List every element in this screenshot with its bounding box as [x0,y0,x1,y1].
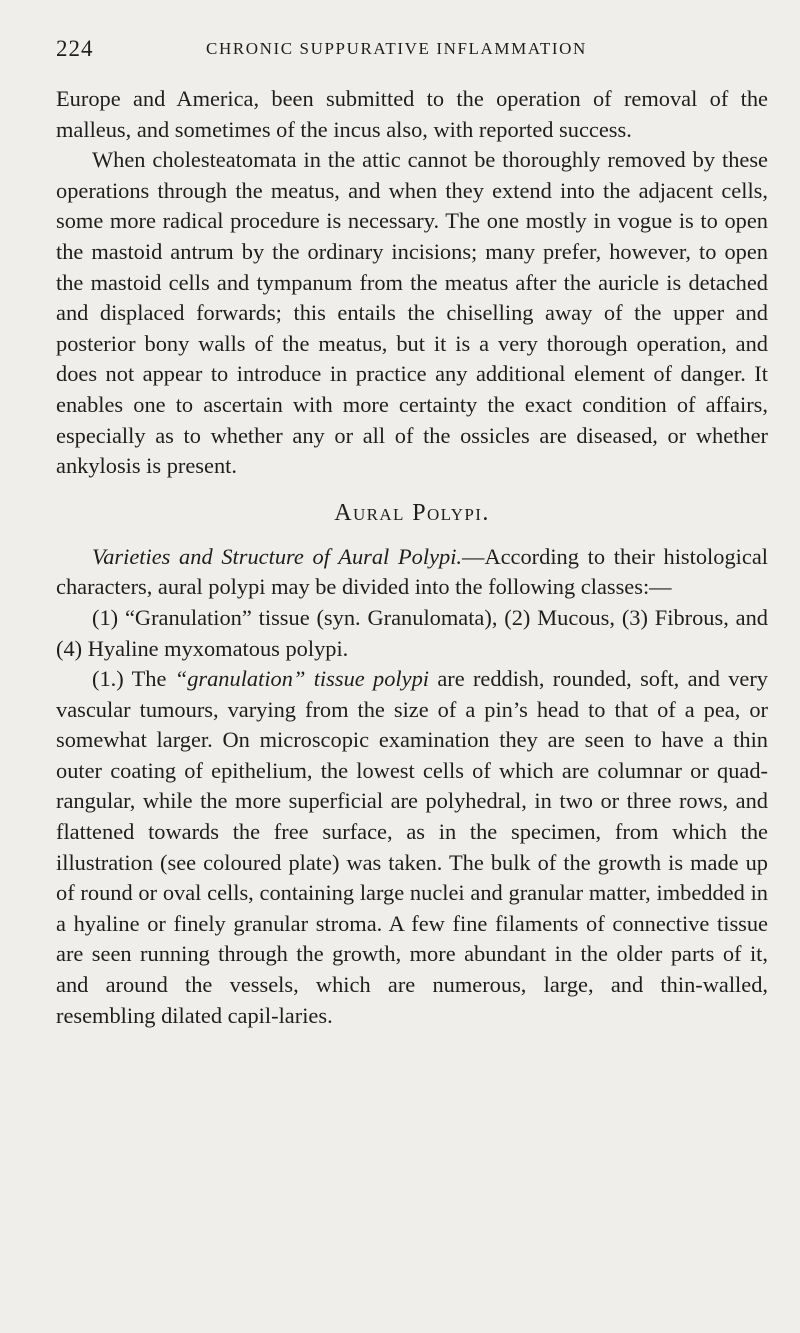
running-head [56,36,756,68]
granulation-term: “granulation” tissue polypi [174,666,429,692]
section-heading: Aural Polypi. [334,499,490,526]
granulation-number: (1.) The [92,666,175,692]
varieties-title: Varieties and Structure of Aural Polypi. [92,543,463,569]
paragraph-classes: (1) “Granulation” tissue (syn. Granulomata), (2) Mucous, (3) Fibrous, and (4) Hyaline myxomatous polypi. [56,604,768,661]
varieties-text: —According to their histological characters, aural polypi may be divided into the following classes:— [56,543,768,600]
paragraph-granulation [56,664,768,1031]
page-number: 224 [56,36,94,61]
running-title: CHRONIC SUPPURATIVE INFLAMMATION [206,39,587,58]
paragraph-varieties [56,542,768,603]
body-text [56,84,768,1031]
granulation-text: are reddish, rounded, soft, and very vascular tumours, varying from the size of a pin’s head to that of a pea, or somewhat larger. On microscopic examination they are seen to have a thin outer coating of epithelium, the lowest cells of which are columnar or quad-rangular, while the more superficial are polyhedral, in two or three rows, and flattened towards the free surface, as in the specimen, from which the illustration (see coloured plate) was taken. The bulk of the growth is made up of round or oval cells, containing large nuclei and granular matter, imbedded in a hyaline or finely granular stroma. A few fine filaments of connective tissue are seen running through the growth, more abundant in the older parts of it, and around the vessels, which are numerous, large, and thin-walled, resembling dilated capil-laries. [56,666,768,1028]
paragraph-continuation: Europe and America, been submitted to the operation of removal of the malleus, and sometimes of the incus also, with reported success. [56,86,768,142]
paragraph-cholesteatomata: When cholesteatomata in the attic cannot be thoroughly removed by these operations through the meatus, and when they extend into the adjacent cells, some more radical procedure is necessary. The one mostly in vogue is to open the mastoid antrum by the ordinary incisions; many prefer, however, to open the mastoid cells and tympanum from the meatus after the auricle is detached and displaced forwards; this entails the chiselling away of the upper and posterior bony walls of the meatus, but it is a very thorough operation, and does not appear to introduce in practice any additional element of danger. It enables one to ascertain with more certainty the exact condition of affairs, especially as to whether any or all of the ossicles are diseased, or whether ankylosis is present. [56,147,768,479]
